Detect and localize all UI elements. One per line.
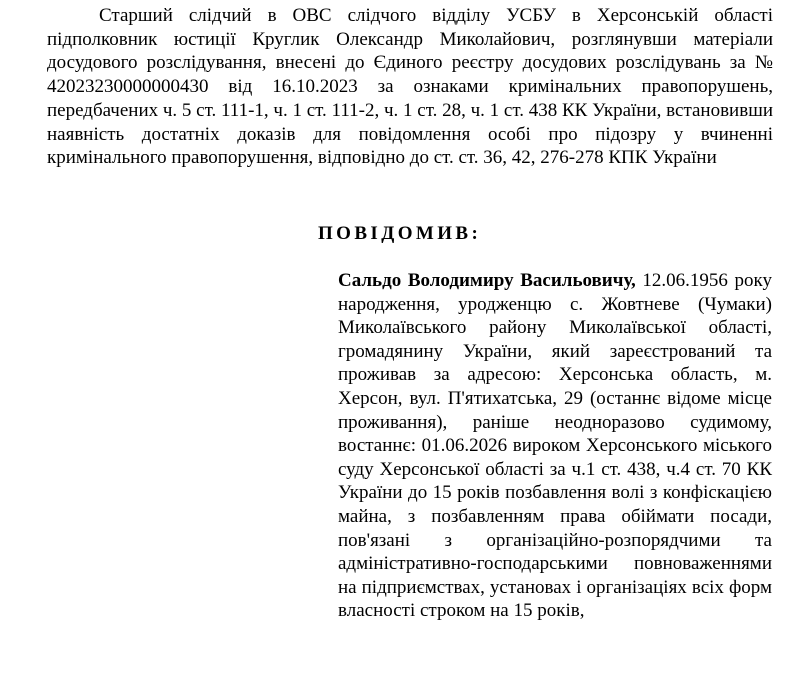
notice-heading: ПОВІДОМИВ: — [318, 223, 482, 244]
subject-details: 12.06.1956 року народження, уродженцю с. Жовтневе (Чумаки) Миколаївського району Миколаївської області, громадянину України, який зареєстрований та проживав за адресою: Херсонська область, м. Херсон, вул. П'ятихатська, 29 (останнє відоме місце проживання), раніше неодноразово судимому, востаннє: 01.06.2026 вироком Херсонського міського суду Херсонської області за ч.1 ст. 438, ч.4 ст. 70 КК України до 15 років позбавлення волі з конфіскацією майна, з позбавленням права обіймати посади, пов'язані з організаційно-розпорядчими та адміністративно-господарськими повноваженнями на підприємствах, установах і організаціях всіх форм власності строком на 15 років, — [338, 270, 772, 622]
subject-paragraph — [338, 269, 772, 623]
intro-paragraph: Старший слідчий в ОВС слідчого відділу УСБУ в Херсонській області підполковник юстиції Круглик Олександр Миколайович, розглянувши матеріали досудового розслідування, внесені до Єдиного реєстру досудових розслідувань за № 42023230000000430 від 16.10.2023 за ознаками кримінальних правопорушень, передбачених ч. 5 ст. 111-1, ч. 1 ст. 111-2, ч. 1 ст. 28, ч. 1 ст. 438 КК України, встановивши наявність достатніх доказів для повідомлення особі про підозру у вчиненні кримінального правопорушення, відповідно до ст. ст. 36, 42, 276-278 КПК України — [47, 5, 773, 169]
subject-name: Сальдо Володимиру Васильовичу, — [338, 270, 636, 291]
